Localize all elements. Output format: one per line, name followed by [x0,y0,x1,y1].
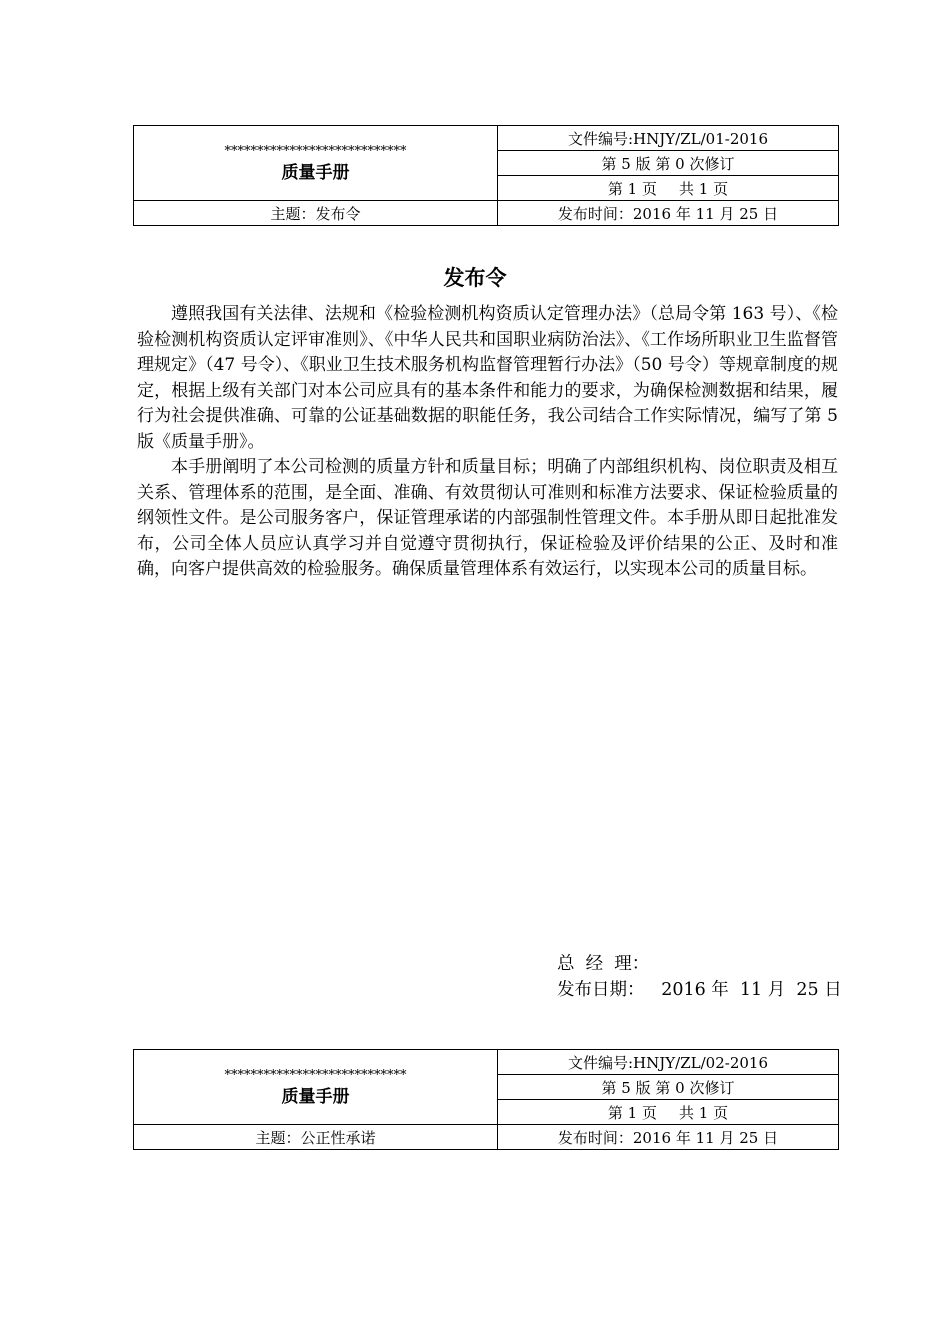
file-number: 文件编号:HNJY/ZL/02-2016 [498,1050,839,1075]
release-date-row [557,977,842,1003]
subject: 主题：发布令 [134,201,498,226]
company-name-masked: **************************** [224,1068,407,1083]
paragraph: 遵照我国有关法律、法规和《检验检测机构资质认定管理办法》（总局令第 163 号）、《检验检测机构资质认定评审准则》、《中华人民共和国职业病防治法》、《工作场所职业卫生监督管理规定》（47 号令）、《职业卫生技术服务机构监督管理暂行办法》（50 号令）等规章制度的规定，根据上级有关部门对本公司应具有的基本条件和能力的要求，为确保检测数据和结果，履行为社会提供准确、可靠的公证基础数据的职能任务，我公司结合工作实际情况，编写了第 5 版《质量手册》。 [137,304,838,452]
manual-title: 质量手册 [281,1087,350,1107]
paragraph: 本手册阐明了本公司检测的质量方针和质量目标；明确了内部组织机构、岗位职责及相互关系、管理体系的范围，是全面、准确、有效贯彻认可准则和标准方法要求、保证检验质量的纲领性文件。是公司服务客户，保证管理承诺的内部强制性管理文件。本手册从即日起批准发布，公司全体人员应认真学习并自觉遵守贯彻执行，保证检验及评价结果的公正、及时和准确，向客户提供高效的检验服务。确保质量管理体系有效运行，以实现本公司的质量目标。 [137,457,838,579]
file-number: 文件编号:HNJY/ZL/01-2016 [498,126,839,151]
page-total: 共 1 页 [679,1103,729,1122]
header-left-cell [134,1050,498,1125]
page-current: 第 1 页 [607,1103,657,1122]
release-time: 发布时间：2016 年 11 月 25 日 [498,1125,839,1150]
document-title: 发布令 [443,265,507,290]
version-info: 第 5 版 第 0 次修订 [498,151,839,176]
signature-block [557,951,842,1003]
subject: 主题：公正性承诺 [134,1125,498,1150]
signature-label: 总 经 理： [557,954,650,974]
release-date-value: 2016 年 11 月 25 日 [661,980,842,1000]
manual-title: 质量手册 [281,163,350,183]
header-left-cell [134,126,498,201]
release-time: 发布时间：2016 年 11 月 25 日 [498,201,839,226]
company-name-masked: **************************** [224,144,407,159]
next-page-header-table [133,1049,839,1150]
page-info [498,1100,839,1125]
page-total: 共 1 页 [679,179,729,198]
version-info: 第 5 版 第 0 次修订 [498,1075,839,1100]
document-header-table [133,125,839,226]
document-body [137,302,838,583]
page-info [498,176,839,201]
page-current: 第 1 页 [607,179,657,198]
release-date-label: 发布日期： [557,980,645,1000]
